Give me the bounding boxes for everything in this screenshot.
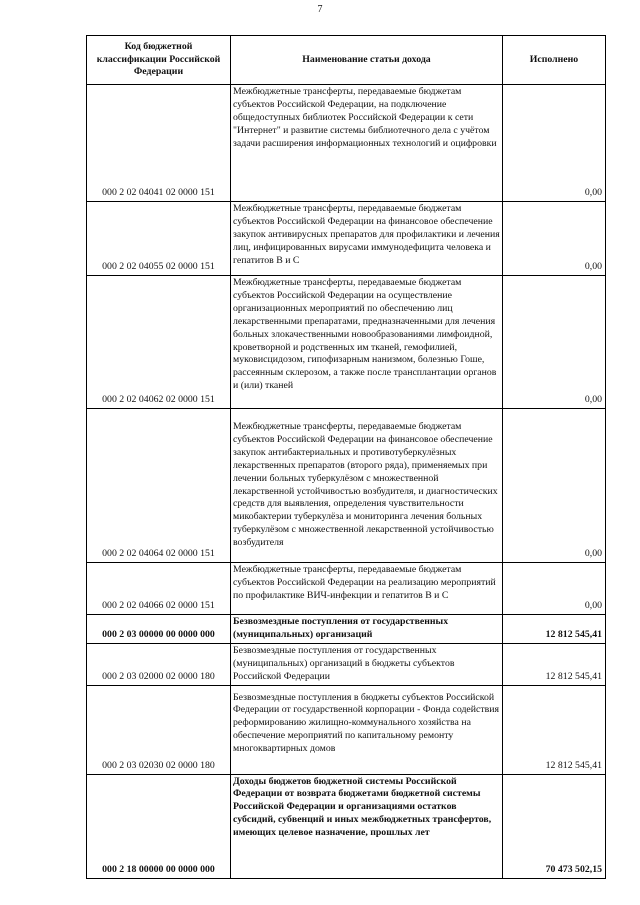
- row-amount: 0,00: [503, 276, 606, 409]
- row-amount: 0,00: [503, 563, 606, 615]
- row-name: Межбюджетные трансферты, передаваемые бюджетам субъектов Российской Федерации, на подключение общедоступных библиотек Российской Федерации к сети "Интернет" и развитие системы библиотечного дела с учётом задачи расширения информационных технологий и оцифровки: [231, 85, 503, 202]
- row-name: Безвозмездные поступления от государственных (муниципальных) организаций в бюджеты субъектов Российской Федерации: [231, 643, 503, 685]
- table-row: [87, 276, 606, 409]
- row-code: 000 2 02 04041 02 0000 151: [87, 85, 231, 202]
- table-row: [87, 615, 606, 644]
- table-row: [87, 202, 606, 276]
- row-code: 000 2 02 04062 02 0000 151: [87, 276, 231, 409]
- table-row: [87, 685, 606, 774]
- page-number: 7: [317, 4, 323, 15]
- row-amount: 12 812 545,41: [503, 615, 606, 644]
- row-code: 000 2 02 04055 02 0000 151: [87, 202, 231, 276]
- row-amount: 12 812 545,41: [503, 643, 606, 685]
- table-row: [87, 409, 606, 563]
- row-code: 000 2 03 02000 02 0000 180: [87, 643, 231, 685]
- table-header-row: [87, 36, 606, 85]
- row-amount: 0,00: [503, 409, 606, 563]
- table-row: [87, 85, 606, 202]
- row-name: Межбюджетные трансферты, передаваемые бюджетам субъектов Российской Федерации на осуществление организационных мероприятий по обеспечению лиц лекарственными препаратами, предназначенными для лечения больных злокачественными новообразованиями лимфоидной, кроветворной и родственных им тканей, гемофилией, муковисцидозом, гипофизарным нанизмом, болезнью Гоше, рассеянным склерозом, а также после трансплантации органов и (или) тканей: [231, 276, 503, 409]
- row-amount: 0,00: [503, 85, 606, 202]
- row-amount: 12 812 545,41: [503, 685, 606, 774]
- row-name: Безвозмездные поступления от государственных (муниципальных) организаций: [231, 615, 503, 644]
- row-code: 000 2 03 00000 00 0000 000: [87, 615, 231, 644]
- header-amount: Исполнено: [503, 36, 606, 85]
- budget-table: [86, 35, 606, 879]
- row-code: 000 2 02 04064 02 0000 151: [87, 409, 231, 563]
- row-code: 000 2 03 02030 02 0000 180: [87, 685, 231, 774]
- row-name: Межбюджетные трансферты, передаваемые бюджетам субъектов Российской Федерации на реализацию мероприятий по профилактике ВИЧ-инфекции и гепатитов В и С: [231, 563, 503, 615]
- row-name: Межбюджетные трансферты, передаваемые бюджетам субъектов Российской Федерации на финансовое обеспечение закупок антибактериальных и противотуберкулёзных лекарственных препаратов (второго ряда), применяемых при лечении больных туберкулёзом с множественной лекарственной устойчивостью возбудителя, и диагностических средств для выявления, определения чувствительности микобактерии туберкулёза и мониторинга лечения больных туберкулёзом с множественной лекарственной устойчивостью возбудителя: [231, 409, 503, 563]
- row-amount: 0,00: [503, 202, 606, 276]
- table-row: [87, 563, 606, 615]
- table-row: [87, 643, 606, 685]
- row-name: Доходы бюджетов бюджетной системы Российской Федерации от возврата бюджетами бюджетной системы Российской Федерации и организациями остатков субсидий, субвенций и иных межбюджетных трансфертов, имеющих целевое назначение, прошлых лет: [231, 774, 503, 878]
- table-row: [87, 774, 606, 878]
- row-code: 000 2 18 00000 00 0000 000: [87, 774, 231, 878]
- row-code: 000 2 02 04066 02 0000 151: [87, 563, 231, 615]
- row-amount: 70 473 502,15: [503, 774, 606, 878]
- header-code: Код бюджетной классификации Российской Федерации: [87, 36, 231, 85]
- row-name: Безвозмездные поступления в бюджеты субъектов Российской Федерации от государственной корпорации - Фонда содействия реформированию жилищно-коммунального хозяйства на обеспечение мероприятий по капитальному ремонту многоквартирных домов: [231, 685, 503, 774]
- row-name: Межбюджетные трансферты, передаваемые бюджетам субъектов Российской Федерации на финансовое обеспечение закупок антивирусных препаратов для профилактики и лечения лиц, инфицированных вирусами иммунодефицита человека и гепатитов В и С: [231, 202, 503, 276]
- header-name: Наименование статьи дохода: [231, 36, 503, 85]
